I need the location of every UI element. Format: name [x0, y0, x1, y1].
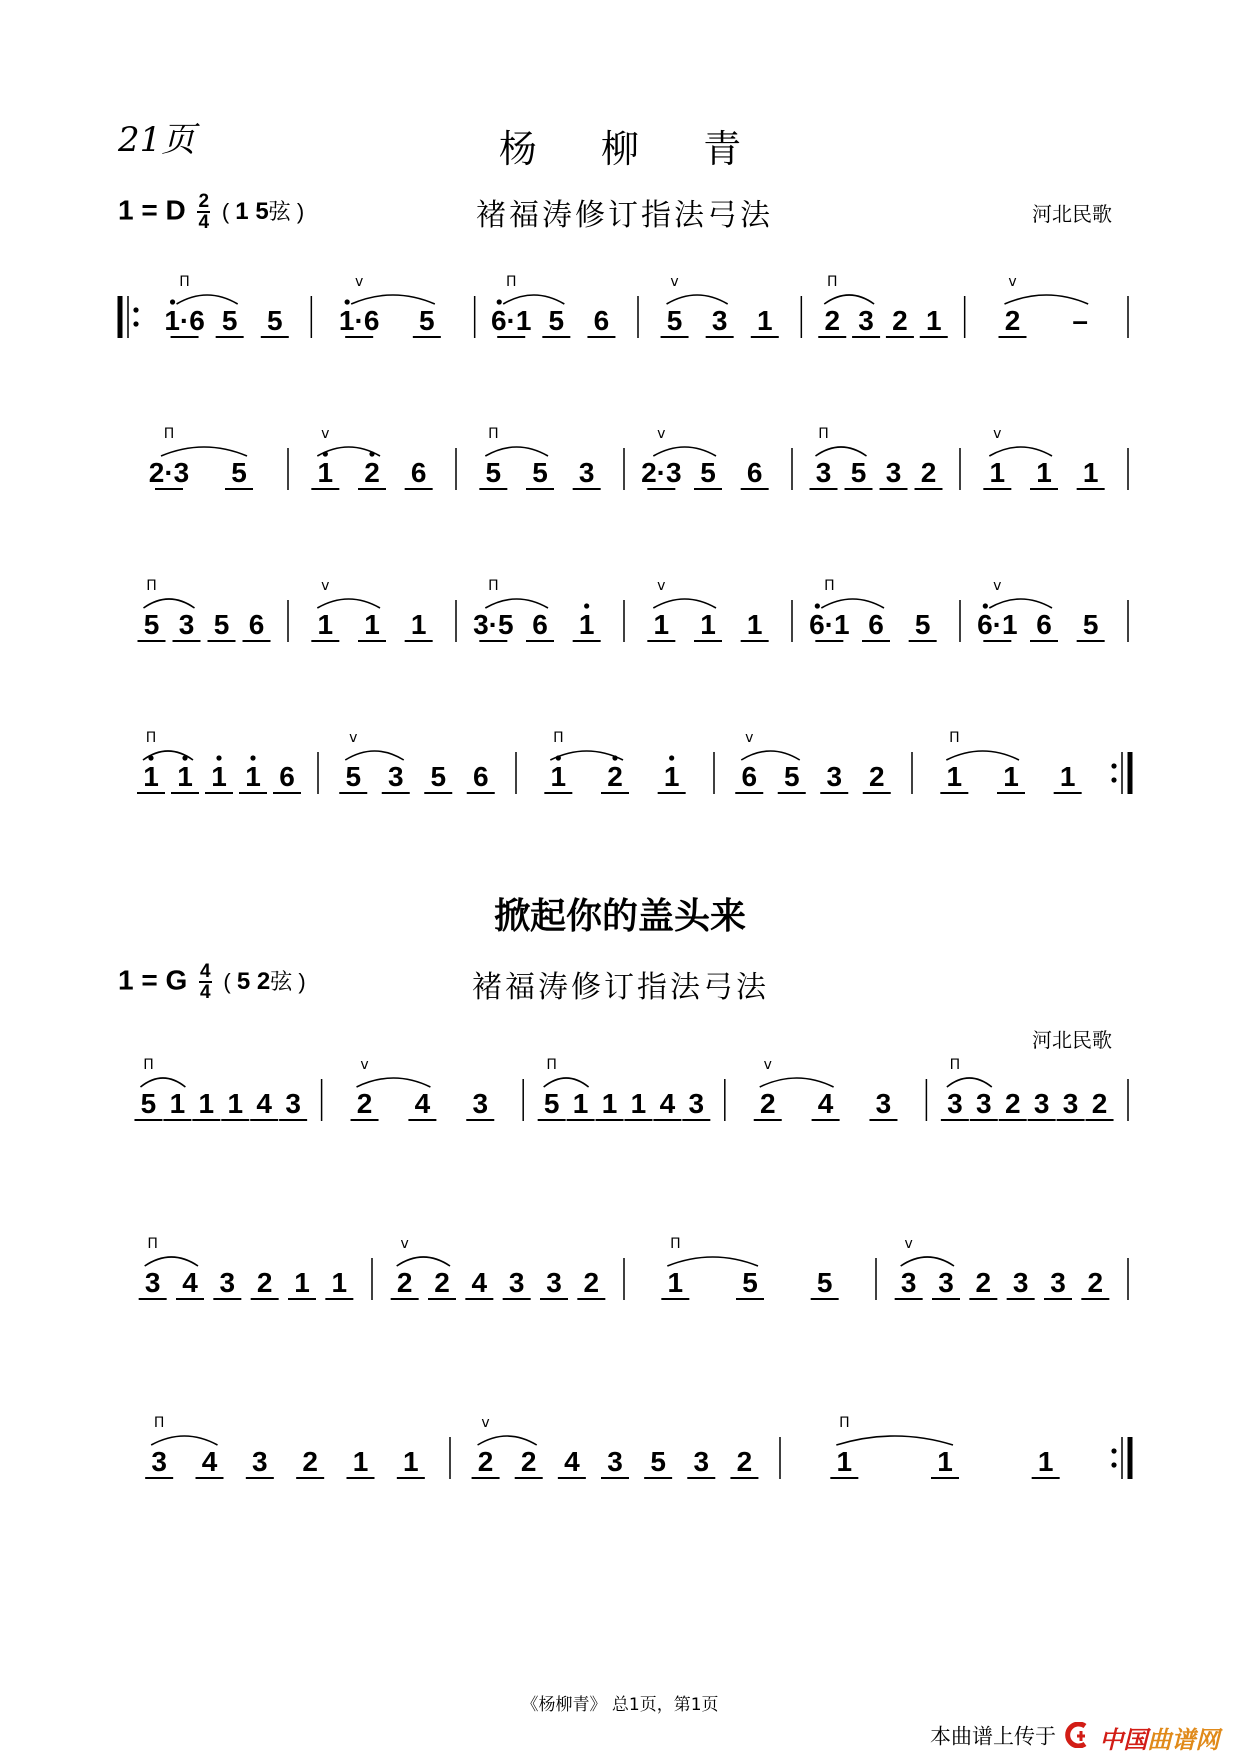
slur-mark	[946, 751, 1019, 760]
note: 3	[938, 1267, 954, 1298]
note: 4	[817, 1088, 834, 1119]
song2-origin: 河北民歌	[1032, 1028, 1112, 1052]
note: 3	[947, 1088, 963, 1119]
score-row	[137, 730, 1130, 794]
song1-key: 1 = D	[118, 194, 186, 226]
bow-mark: Π	[163, 426, 175, 442]
note: 3	[178, 609, 195, 640]
note: 1	[331, 1267, 348, 1298]
repeat-dot	[1111, 1462, 1116, 1467]
note: 3	[578, 457, 595, 488]
note: 3	[875, 1088, 892, 1119]
slur-mark	[901, 1257, 954, 1266]
slur-mark	[989, 599, 1052, 608]
note: 6	[1036, 609, 1052, 640]
note: 4	[659, 1088, 676, 1119]
note: 2·3	[641, 457, 682, 488]
note: 5	[430, 761, 447, 792]
page-footer: 《杨柳青》 总1页，第1页	[521, 1695, 719, 1715]
song1-title: 杨 柳 青	[498, 127, 768, 171]
note: 1	[667, 1267, 684, 1298]
note: 1	[630, 1088, 647, 1119]
score-row	[145, 1415, 1130, 1479]
note: 2	[607, 761, 623, 792]
note: 5	[700, 457, 716, 488]
bow-mark: Π	[145, 730, 157, 746]
note: 1	[601, 1088, 618, 1119]
song1-time-signature: $\frac{2}{4}$	[198, 191, 210, 233]
note: 2	[920, 457, 937, 488]
slur-mark	[544, 1078, 589, 1087]
note: 4	[414, 1088, 431, 1119]
slur-mark	[1005, 295, 1089, 304]
note: 3	[858, 305, 874, 336]
note: 3	[285, 1088, 301, 1119]
note: 5	[419, 305, 435, 336]
note: 1	[227, 1088, 244, 1119]
note: 5	[485, 457, 502, 488]
song2-title: 掀起你的盖头来	[493, 896, 746, 937]
note: –	[1072, 305, 1088, 336]
slur-mark	[161, 447, 247, 456]
bow-mark: v	[481, 1415, 490, 1431]
bow-mark: Π	[949, 730, 960, 746]
note: 6	[248, 609, 265, 640]
note: 1	[578, 609, 595, 640]
note: 3	[1033, 1088, 1050, 1119]
note: 2	[736, 1446, 753, 1477]
note: 6	[410, 457, 427, 488]
slur-mark	[177, 295, 238, 304]
note: 1	[317, 609, 334, 640]
note: 5	[221, 305, 238, 336]
high-octave-dot	[815, 603, 820, 608]
site-logo[interactable]: 中国曲谱网	[1063, 1720, 1220, 1755]
bow-mark: Π	[949, 1057, 961, 1073]
note: 4	[256, 1088, 272, 1119]
score-row	[138, 578, 1129, 642]
bow-mark: v	[670, 274, 679, 290]
note: 1	[317, 457, 334, 488]
slur-mark	[503, 295, 564, 304]
bow-mark: Π	[488, 426, 499, 442]
note: 5	[231, 457, 247, 488]
slur-mark	[653, 447, 716, 456]
slur-mark	[485, 447, 548, 456]
slur-mark	[824, 295, 874, 304]
note: 4	[564, 1446, 580, 1477]
slur-mark	[317, 599, 380, 608]
bow-mark: v	[993, 426, 1002, 442]
slur-mark	[140, 1078, 185, 1087]
score-row	[139, 1236, 1128, 1300]
slur-mark	[478, 1436, 537, 1445]
bow-mark: v	[360, 1057, 369, 1073]
note: 2	[520, 1446, 537, 1477]
note: 2·3	[148, 457, 190, 488]
note: 2	[759, 1088, 776, 1119]
slur-mark	[816, 447, 867, 456]
note: 3	[144, 1267, 161, 1298]
note: 3	[1062, 1088, 1079, 1119]
slur-mark	[667, 1257, 758, 1266]
note: 1	[1082, 457, 1099, 488]
note: 6·1	[809, 609, 850, 640]
note: 2	[583, 1267, 600, 1298]
slur-mark	[351, 295, 435, 304]
note: 6	[741, 761, 758, 792]
bow-mark: v	[657, 426, 666, 442]
note: 3	[252, 1446, 268, 1477]
slur-mark	[550, 751, 623, 760]
note: 4	[182, 1267, 198, 1298]
high-octave-dot	[216, 755, 221, 760]
note: 3	[976, 1088, 992, 1119]
note: 1	[925, 305, 942, 336]
high-octave-dot	[669, 755, 674, 760]
bow-mark: v	[745, 730, 754, 746]
note: 2	[256, 1267, 273, 1298]
note: 5	[914, 609, 931, 640]
high-octave-dot	[983, 603, 988, 608]
slur-mark	[741, 751, 800, 760]
note: 6·1	[490, 305, 532, 336]
note: 3	[688, 1088, 705, 1119]
slur-mark	[667, 295, 728, 304]
note: 2	[1091, 1088, 1108, 1119]
song2-key: 1 = G	[118, 964, 188, 996]
slur-mark	[989, 447, 1052, 456]
bow-mark: Π	[505, 274, 517, 290]
note: 6	[746, 457, 763, 488]
note: 5	[140, 1088, 157, 1119]
note: 3	[885, 457, 902, 488]
note: 1	[143, 761, 159, 792]
note: 3	[151, 1446, 167, 1477]
note: 1	[836, 1446, 853, 1477]
high-octave-dot	[345, 299, 350, 304]
bow-mark: Π	[488, 578, 499, 594]
note: 1	[550, 761, 567, 792]
note: 1	[756, 305, 773, 336]
repeat-dot	[1111, 763, 1116, 768]
note: 1·6	[164, 305, 205, 336]
note: 5	[213, 609, 230, 640]
note: 1	[700, 609, 716, 640]
note: 1	[410, 609, 427, 640]
high-octave-dot	[250, 755, 255, 760]
note: 3	[815, 457, 832, 488]
note: 1	[946, 761, 963, 792]
note: 1	[1003, 761, 1019, 792]
note: 3	[387, 761, 404, 792]
note: 1	[653, 609, 670, 640]
slur-mark	[653, 599, 716, 608]
score-row	[149, 426, 1128, 490]
slur-mark	[144, 599, 195, 608]
bow-mark: v	[355, 274, 364, 290]
note: 2	[892, 305, 908, 336]
note: 2	[434, 1267, 450, 1298]
bow-mark: v	[763, 1057, 772, 1073]
note: 5	[1082, 609, 1099, 640]
song2-tuning: ( 5 2弦 )	[223, 968, 306, 996]
bow-mark: Π	[147, 1236, 158, 1252]
slur-mark	[947, 1078, 992, 1087]
note: 5	[266, 305, 283, 336]
note: 1	[294, 1267, 310, 1298]
note: 2	[1087, 1267, 1104, 1298]
note: 3	[826, 761, 843, 792]
note: 2	[1004, 305, 1021, 336]
note: 1	[572, 1088, 589, 1119]
slur-mark	[485, 599, 548, 608]
note: 4	[201, 1446, 218, 1477]
note: 1	[211, 761, 227, 792]
note: 2	[356, 1088, 373, 1119]
high-octave-dot	[170, 299, 175, 304]
note: 6·1	[977, 609, 1018, 640]
bow-mark: Π	[839, 1415, 850, 1431]
note: 5	[143, 609, 160, 640]
song2-editor-credit: 褚福涛修订指法弓法	[472, 970, 769, 1005]
note: 3	[1012, 1267, 1029, 1298]
repeat-dot	[133, 321, 138, 326]
note: 2	[1004, 1088, 1021, 1119]
slur-mark	[151, 1436, 217, 1445]
note: 6	[279, 761, 295, 792]
bow-mark: v	[993, 578, 1002, 594]
note: 6	[532, 609, 548, 640]
bow-mark: Π	[826, 274, 838, 290]
note: 5	[650, 1446, 666, 1477]
note: 2	[975, 1267, 992, 1298]
score-row	[134, 1057, 1128, 1121]
song1-editor-credit: 褚福涛修订指法弓法	[476, 198, 773, 233]
repeat-dot	[1111, 1448, 1116, 1453]
bow-mark: Π	[146, 578, 157, 594]
note: 1	[403, 1446, 419, 1477]
note: 5	[783, 761, 800, 792]
note: 3	[219, 1267, 236, 1298]
note: 1	[746, 609, 763, 640]
bow-mark: v	[400, 1236, 409, 1252]
note: 5	[742, 1267, 758, 1298]
note: 5	[850, 457, 867, 488]
note: 1	[937, 1446, 953, 1477]
note: 1	[352, 1446, 369, 1477]
note: 3	[1050, 1267, 1066, 1298]
note: 5	[532, 457, 548, 488]
note: 5	[543, 1088, 560, 1119]
note: 1	[169, 1088, 186, 1119]
note: 1	[177, 761, 193, 792]
note: 4	[471, 1267, 488, 1298]
note: 2	[396, 1267, 413, 1298]
slur-mark	[760, 1078, 834, 1087]
note: 5	[666, 305, 683, 336]
note: 2	[477, 1446, 494, 1477]
note: 1	[1036, 457, 1052, 488]
note: 6	[593, 305, 610, 336]
bow-mark: v	[657, 578, 666, 594]
repeat-dot	[133, 307, 138, 312]
slur-mark	[836, 1436, 953, 1445]
bow-mark: Π	[553, 730, 564, 746]
note: 6	[868, 609, 884, 640]
note: 3	[693, 1446, 710, 1477]
note: 2	[302, 1446, 318, 1477]
slur-mark	[357, 1078, 431, 1087]
note: 3	[546, 1267, 562, 1298]
note: 2	[364, 457, 380, 488]
bow-mark: Π	[143, 1057, 154, 1073]
bow-mark: v	[349, 730, 358, 746]
song2-time-signature: $\frac{4}{4}$	[200, 961, 211, 1003]
note: 3	[900, 1267, 917, 1298]
slur-mark	[145, 1257, 198, 1266]
high-octave-dot	[584, 603, 589, 608]
upload-credit: 本曲谱上传于 中国曲谱网	[930, 1720, 1219, 1755]
note: 3	[711, 305, 728, 336]
bow-mark: v	[321, 426, 330, 442]
logo-icon	[1063, 1722, 1093, 1748]
note: 5	[345, 761, 362, 792]
note: 3	[607, 1446, 623, 1477]
bow-mark: Π	[670, 1236, 681, 1252]
note: 1·6	[338, 305, 380, 336]
note: 1	[1059, 761, 1076, 792]
note: 5	[816, 1267, 833, 1298]
note: 2	[868, 761, 885, 792]
note: 1	[989, 457, 1006, 488]
note: 5	[548, 305, 565, 336]
note: 1	[245, 761, 261, 792]
bow-mark: Π	[153, 1415, 165, 1431]
song1-tuning: ( 1 5弦 )	[221, 198, 305, 226]
slur-mark	[345, 751, 404, 760]
repeat-dot	[1111, 777, 1116, 782]
bow-mark: v	[1008, 274, 1017, 290]
page-number: 21页	[118, 120, 196, 160]
bow-mark: Π	[546, 1057, 557, 1073]
note: 3·5	[473, 609, 514, 640]
note: 3	[508, 1267, 525, 1298]
bow-mark: Π	[818, 426, 829, 442]
slur-mark	[397, 1257, 450, 1266]
note: 2	[824, 305, 841, 336]
note: 1	[663, 761, 680, 792]
bow-mark: Π	[179, 274, 190, 290]
note: 3	[472, 1088, 489, 1119]
bow-mark: v	[321, 578, 330, 594]
slur-mark	[821, 599, 884, 608]
bow-mark: Π	[824, 578, 835, 594]
note: 1	[198, 1088, 215, 1119]
note: 1	[1037, 1446, 1054, 1477]
high-octave-dot	[497, 299, 502, 304]
note: 1	[364, 609, 380, 640]
bow-mark: v	[904, 1236, 913, 1252]
score-row	[120, 274, 1128, 338]
song1-origin: 河北民歌	[1032, 202, 1112, 226]
note: 6	[472, 761, 489, 792]
